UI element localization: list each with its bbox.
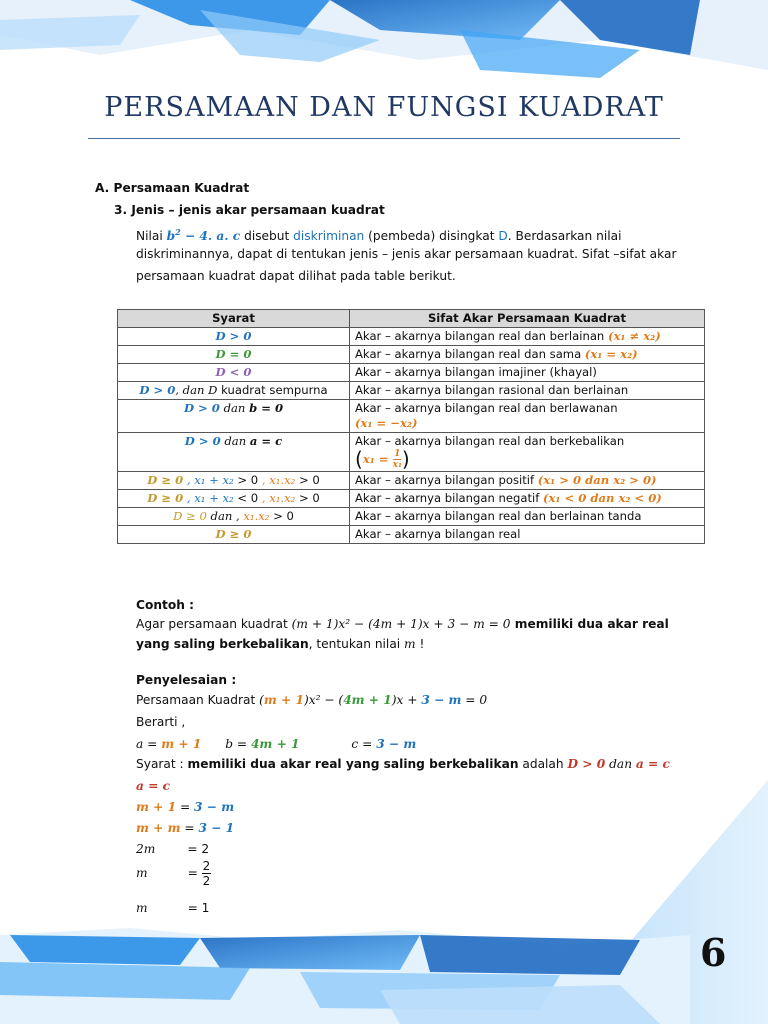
table-row: D ≥ 0 dan , x₁.x₂ > 0 Akar – akarnya bilangan real dan berlainan tanda bbox=[118, 508, 705, 526]
subsection-heading: 3. Jenis – jenis akar persamaan kuadrat bbox=[114, 203, 385, 217]
example-label: Contoh : bbox=[136, 598, 194, 612]
paragraph-line-2: diskriminannya, dapat di tentukan jenis – jenis akar persamaan kuadrat. Sifat –sifat akar bbox=[136, 247, 677, 261]
solution-berarti: Berarti , bbox=[136, 715, 186, 729]
solution-syarat: Syarat : memiliki dua akar real yang saling berkebalikan adalah D > 0 dan a = c bbox=[136, 757, 670, 771]
title-underline bbox=[88, 138, 680, 139]
page-title: PERSAMAAN DAN FUNGSI KUADRAT bbox=[104, 92, 664, 123]
paragraph-line-1: Nilai $b^2 - 4$. a. c disebut diskriminan (pembeda) disingkat D. Berdasarkan nilai bbox=[136, 227, 622, 244]
table-header-row bbox=[118, 310, 705, 328]
table-row: D > 0 dan b = 0 Akar – akarnya bilangan real dan berlawanan (x₁ = −x₂) bbox=[118, 400, 705, 433]
step-fraction: m = $\frac{2}{2}$ bbox=[136, 859, 211, 888]
step-substitute: m + 1 = 3 − m bbox=[136, 800, 235, 814]
table-row: D ≥ 0 , x₁ + x₂ > 0 , x₁.x₂ > 0 Akar – akarnya bilangan positif (x₁ > 0 dan x₂ > 0) bbox=[118, 472, 705, 490]
header-sifat: Sifat Akar Persamaan Kuadrat bbox=[350, 310, 705, 328]
example-line-2: yang saling berkebalikan, tentukan nilai m ! bbox=[136, 637, 425, 651]
step-2m: 2m = 2 bbox=[136, 842, 210, 856]
step-result: m = 1 bbox=[136, 901, 210, 915]
paragraph-line-3: persamaan kuadrat dapat dilihat pada table berikut. bbox=[136, 269, 456, 283]
solution-coefficients: a = m + 1 b = 4m + 1 c = 3 − m bbox=[136, 737, 417, 751]
term-diskriminan: diskriminan bbox=[293, 229, 365, 244]
solution-equation: Persamaan Kuadrat (m + 1)x² − (4m + 1)x + 3 − m = 0 bbox=[136, 693, 488, 707]
table-row: D > 0 Akar – akarnya bilangan real dan berlainan (x₁ ≠ x₂) bbox=[118, 328, 705, 346]
table-row: D ≥ 0 , x₁ + x₂ < 0 , x₁.x₂ > 0 Akar – akarnya bilangan negatif (x₁ < 0 dan x₂ < 0) bbox=[118, 490, 705, 508]
table-row: D > 0 dan a = c Akar – akarnya bilangan real dan berkebalikan (x₁ = $\frac{1}{\text{x₁}}$ ) bbox=[118, 433, 705, 472]
properties-table bbox=[117, 309, 705, 544]
page-number: 6 bbox=[700, 930, 727, 975]
example-line-1: Agar persamaan kuadrat (m + 1)x² − (4m + 1)x + 3 − m = 0 memiliki dua akar real bbox=[136, 617, 669, 631]
table-row: D < 0 Akar – akarnya bilangan imajiner (khayal) bbox=[118, 364, 705, 382]
table-row: D ≥ 0 Akar – akarnya bilangan real bbox=[118, 526, 705, 544]
header-syarat: Syarat bbox=[118, 310, 350, 328]
table-row: D = 0 Akar – akarnya bilangan real dan sama (x₁ = x₂) bbox=[118, 346, 705, 364]
table-row: D > 0, dan D kuadrat sempurna Akar – akarnya bilangan rasional dan berlainan bbox=[118, 382, 705, 400]
step-collect: m + m = 3 − 1 bbox=[136, 821, 235, 835]
solution-label: Penyelesaian : bbox=[136, 673, 237, 687]
step-a-equals-c: a = c bbox=[136, 779, 171, 793]
section-heading: A. Persamaan Kuadrat bbox=[95, 181, 250, 195]
